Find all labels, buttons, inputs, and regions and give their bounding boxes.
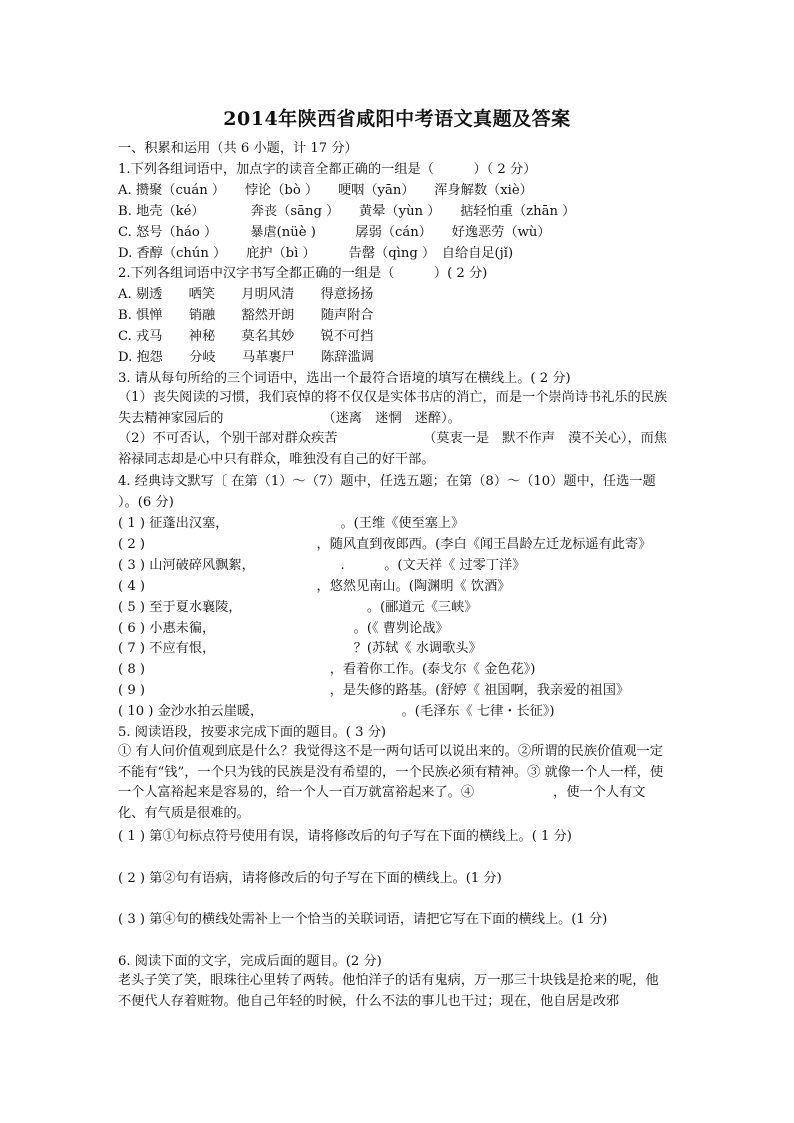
question-5-stem: 5. 阅读语段，按要求完成下面的题目。( 3 分) — [118, 725, 387, 740]
question-3-stem: 3. 请从每句所给的三个词语中，选出一个最符合语境的填写在横线上。( 2 分) — [118, 371, 571, 386]
question-4-item-8: ( 8 ) ，看着你工作。(泰戈尔《 金色花》) — [118, 662, 536, 677]
question-1-option-c: C. 怒号（háo ） 暴虐(nüè ) 孱弱（cán） 好逸恶劳（wù） — [118, 225, 551, 240]
question-4-item-2: ( 2 ) ，随风直到夜郎西。(李白《闻王昌龄左迁龙标遥有此寄》 — [118, 537, 652, 552]
question-4-item-6: ( 6 ) 小惠未徧， 。(《 曹刿论战》 — [118, 621, 449, 636]
question-1-stem: 1.下列各组词语中，加点字的读音全都正确的一组是（ ）（ 2 分） — [118, 162, 537, 177]
section-heading: 一、积累和运用（共 6 小题，计 17 分） — [118, 141, 358, 156]
question-1-option-a: A. 攒聚（cuán ） 悖论（bò ） 哽咽（yān） 浑身解数（xiè） — [118, 183, 533, 198]
document-title: 2014年陕西省咸阳中考语文真题及答案 — [223, 108, 571, 130]
question-4-stem: 4. 经典诗文默写〔 在第（1）～（7）题中，任选五题；在第（8）～（10）题中，任选一题 ）。(6 分) — [118, 474, 656, 510]
question-5-passage: ① 有人问价值观到底是什么？我觉得这不是一两句话可以说出来的。②所谓的民族价值观一定不能有“钱”，一个只为钱的民族是没有希望的，一个民族必须有精神。③ 就像一个人一样，使一个人富裕起来是容易的，给一个人一百万就富裕起来了。④ ，使一个人有文化、有气质是很难的。 — [118, 744, 664, 821]
question-2-stem: 2.下列各组词语中汉字书写全都正确的一组是（ ）( 2 分) — [118, 266, 488, 281]
question-5-sub-1: ( 1 ) 第①句标点符号使用有误，请将修改后的句子写在下面的横线上。( 1 分) — [118, 829, 572, 844]
question-3-body — [118, 388, 670, 470]
question-4-item-9: ( 9 ) ，是失修的路基。(舒婷《 祖国啊，我亲爱的祖国》 — [118, 683, 630, 698]
question-4-item-7: ( 7 ) 不应有恨， ？(苏轼《 水调歌头》 — [118, 641, 482, 656]
question-1-option-d: D. 香醇（chún ） 庇护（bì ） 告罄（qìng ） 自给自足(jǐ) — [118, 246, 514, 261]
question-1-option-b: B. 地壳（ké） 奔丧（sāng ） 黄晕（yùn ） 掂轻怕重（zhān ） — [118, 204, 576, 219]
question-4-item-4: ( 4 ) ，悠然见南山。(陶渊明《 饮酒》 — [118, 579, 511, 594]
question-5-sub-2: ( 2 ) 第②句有语病，请将修改后的句子写在下面的横线上。(1 分) — [118, 871, 502, 886]
question-6-stem: 6. 阅读下面的文字，完成后面的题目。(2 分) — [118, 954, 382, 969]
question-4-item-10: ( 10 ) 金沙水拍云崖暖， 。(毛泽东《 七律・长征》) — [118, 704, 555, 719]
question-4-item-3: ( 3 ) 山河破碎风飘絮， . 。(文天祥《 过零丁洋》 — [118, 558, 526, 573]
question-3-part-1: （1）丧失阅读的习惯，我们哀悼的将不仅仅是实体书店的消亡，而是一个崇尚诗书礼乐的民族失去精神家园后的 （迷离 迷惘 迷醉）。 — [118, 390, 668, 426]
question-5-sub-3: ( 3 ) 第④句的横线处需补上一个恰当的关联词语，请把它写在下面的横线上。(1 分) — [118, 912, 608, 927]
question-2-option-a: A. 剔透 哂笑 月明风清 得意扬扬 — [118, 287, 374, 302]
question-3-part-2: （2）不可否认，个别干部对群众疾苦 （莫衷一是 默不作声 漠不关心），而焦裕禄同志却是心中只有群众，唯独没有自己的好干部。 — [118, 431, 668, 467]
question-2-option-d: D. 抱怨 分岐 马革裹尸 陈辞滥调 — [118, 350, 374, 365]
question-2-option-c: C. 戎马 神秘 莫名其妙 锐不可挡 — [118, 329, 374, 344]
question-2-option-b: B. 惧惮 销融 豁然开朗 随声附合 — [118, 308, 374, 323]
question-4-item-1: ( 1 ) 征蓬出汉塞， 。(王维《使至塞上》 — [118, 516, 465, 531]
question-4-item-5: ( 5 ) 至于夏水襄陵， 。(郦道元《三峡》 — [118, 600, 478, 615]
question-6-passage: 老头子笑了笑，眼珠往心里转了两转。他怕洋子的话有鬼病，万一那三十块钱是抢来的呢，他不便代人存着赃物。他自己年轻的时候，什么不法的事儿也干过；现在，他自居是改邪 — [118, 973, 659, 1009]
